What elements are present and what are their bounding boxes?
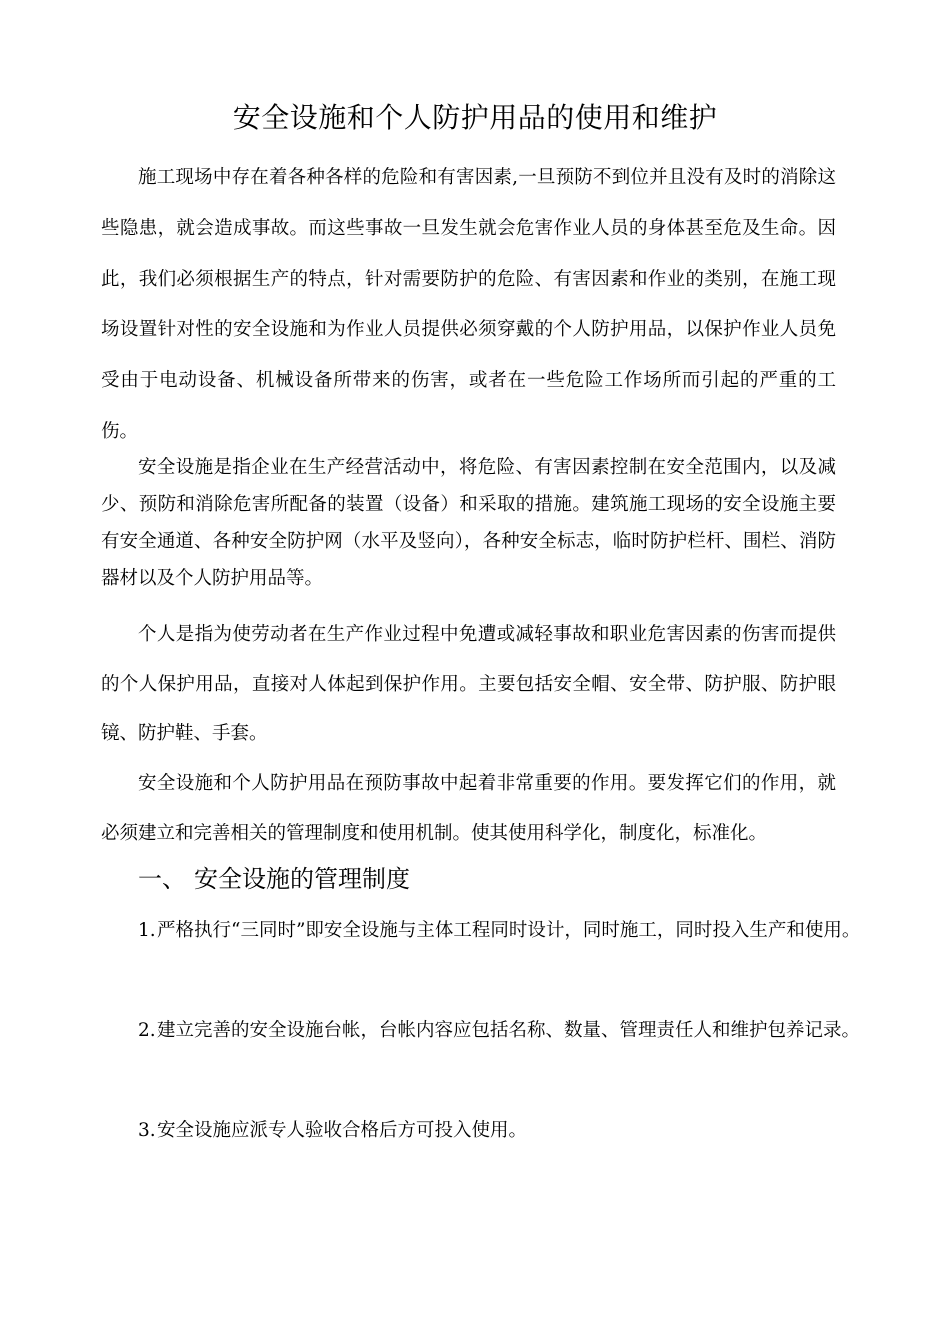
paragraph-hazards-intro: 施工现场中存在着各种各样的危险和有害因素,一旦预防不到位并且没有及时的消除这些隐患，就会造成事故。而这些事故一旦发生就会危害作业人员的身体甚至危及生命。因此，我们必须根据生产的特点，针对需要防护的危险、有害因素和作业的类别，在施工现场设置针对性的安全设施和为作业人员提供必须穿戴的个人防护用品，以保护作业人员免受由于电动设备、机械设备所带来的伤害，或者在一些危险工作场所而引起的严重的工伤。 [101, 167, 836, 442]
paragraph-importance: 安全设施和个人防护用品在预防事故中起着非常重要的作用。要发挥它们的作用，就必须建立和完善相关的管理制度和使用机制。使其使用科学化，制度化，标准化。 [101, 773, 836, 844]
paragraph-safety-facilities: 安全设施是指企业在生产经营活动中，将危险、有害因素控制在安全范围内，以及减少、预防和消除危害所配备的装置（设备）和采取的措施。建筑施工现场的安全设施主要有安全通道、各种安全防护网（水平及竖向），各种安全标志，临时防护栏杆、围栏、消防器材以及个人防护用品等。 [101, 457, 836, 589]
list-item-number: 3. [138, 1120, 156, 1141]
list-item-text: 严格执行“三同时”即安全设施与主体工程同时设计，同时施工，同时投入生产和使用。 [157, 920, 861, 941]
paragraph-personal-protection: 个人是指为使劳动者在生产作业过程中免遭或减轻事故和职业危害因素的伤害而提供的个人保护用品，直接对人体起到保护作用。主要包括安全帽、安全带、防护服、防护眼镜、防护鞋、手套。 [101, 624, 836, 744]
section-heading [138, 857, 410, 901]
document-title: 安全设施和个人防护用品的使用和维护 [232, 101, 718, 134]
section-number: 一、 [138, 865, 186, 893]
list-item [138, 906, 870, 957]
list-item-text: 建立完善的安全设施台帐，台帐内容应包括名称、数量、管理责任人和维护包养记录。 [157, 1020, 861, 1041]
list-item-number: 1. [138, 920, 156, 941]
list-item [138, 1106, 870, 1157]
section-heading-text: 安全设施的管理制度 [194, 865, 410, 893]
list-item-text: 安全设施应派专人验收合格后方可投入使用。 [157, 1120, 528, 1141]
list-item-number: 2. [138, 1020, 156, 1041]
list-item [138, 1006, 870, 1057]
